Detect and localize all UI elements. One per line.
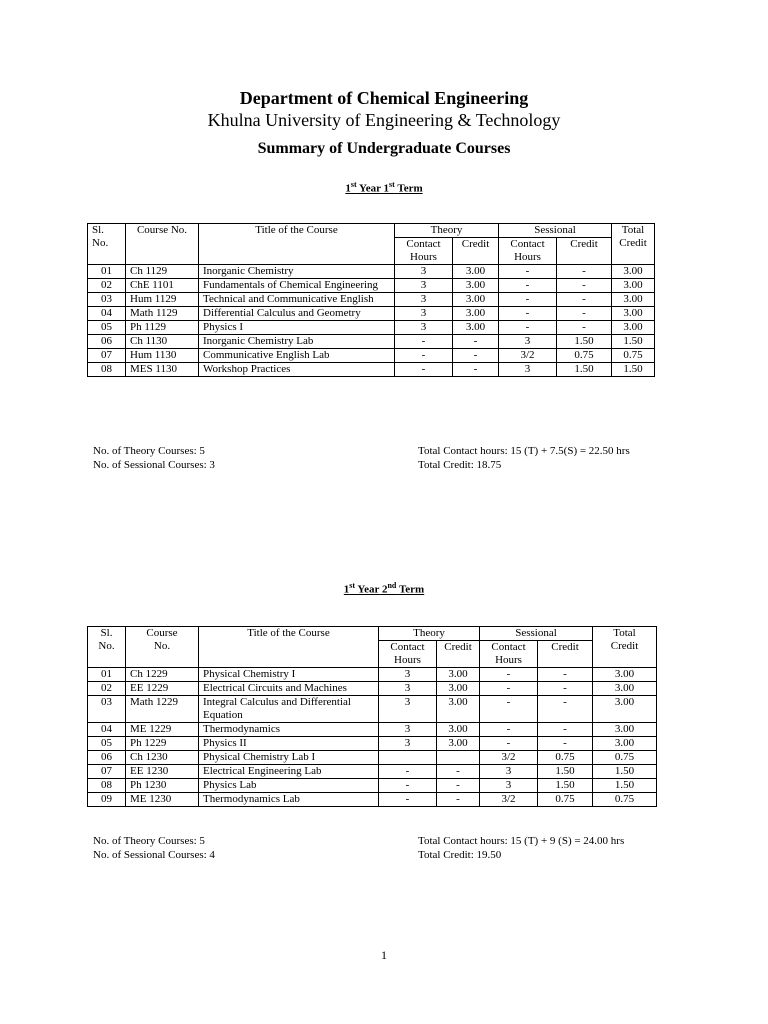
cell-theory-credit: 3.00: [437, 682, 480, 696]
cell-course-no: Ph 1230: [126, 779, 199, 793]
cell-theory-credit: [437, 751, 480, 765]
cell-theory-credit: -: [437, 793, 480, 807]
cell-course-title: Thermodynamics Lab: [199, 793, 379, 807]
cell-theory-credit: 3.00: [453, 321, 499, 335]
cell-sl: 01: [88, 265, 126, 279]
summary-title: Summary of Undergraduate Courses: [257, 140, 511, 157]
col-total-credit-header: Total Credit: [612, 224, 655, 265]
cell-course-title: Inorganic Chemistry Lab: [199, 335, 395, 349]
col-title-header: Title of the Course: [199, 224, 395, 265]
cell-total-credit: 3.00: [612, 279, 655, 293]
cell-sl: 04: [88, 307, 126, 321]
cell-total-credit: 3.00: [612, 265, 655, 279]
cell-sl: 01: [88, 668, 126, 682]
cell-sl: 08: [88, 779, 126, 793]
cell-sessional-contact-hours: 3/2: [480, 751, 538, 765]
col-theory-credit: Credit: [437, 641, 480, 668]
cell-sessional-credit: -: [538, 668, 593, 682]
table-row: [88, 349, 655, 363]
col-theory-credit: Credit: [453, 238, 499, 265]
cell-course-title: Physical Chemistry I: [199, 668, 379, 682]
cell-sessional-credit: 0.75: [538, 751, 593, 765]
cell-theory-credit: 3.00: [453, 279, 499, 293]
col-sessional-contact-hours: Contact Hours: [499, 238, 557, 265]
table-row: [88, 696, 657, 723]
total-contact-hours: Total Contact hours: 15 (T) + 9 (S) = 24.00 hrs: [418, 835, 625, 847]
cell-sessional-contact-hours: 3: [499, 335, 557, 349]
cell-sl: 06: [88, 335, 126, 349]
cell-theory-contact-hours: 3: [395, 265, 453, 279]
cell-sessional-contact-hours: 3/2: [499, 349, 557, 363]
table-row: [88, 363, 655, 377]
table-row: [88, 779, 657, 793]
cell-sessional-contact-hours: -: [499, 293, 557, 307]
cell-theory-credit: -: [453, 349, 499, 363]
table-row: [88, 723, 657, 737]
total-credit: Total Credit: 18.75: [418, 459, 502, 471]
cell-sessional-contact-hours: -: [480, 682, 538, 696]
cell-total-credit: 3.00: [593, 737, 657, 751]
cell-sessional-contact-hours: 3: [480, 765, 538, 779]
cell-course-no: Ch 1130: [126, 335, 199, 349]
cell-total-credit: 3.00: [612, 321, 655, 335]
col-sessional-credit: Credit: [557, 238, 612, 265]
cell-theory-credit: 3.00: [437, 696, 480, 723]
cell-course-no: Math 1129: [126, 307, 199, 321]
cell-course-title: Communicative English Lab: [199, 349, 395, 363]
table-row: [88, 335, 655, 349]
cell-sessional-contact-hours: -: [499, 307, 557, 321]
cell-sl: 04: [88, 723, 126, 737]
cell-sessional-credit: 1.50: [557, 363, 612, 377]
cell-sessional-contact-hours: 3: [499, 363, 557, 377]
table-row: [88, 668, 657, 682]
cell-sessional-credit: 1.50: [538, 779, 593, 793]
page-number: 1: [381, 948, 387, 962]
table-row: [88, 682, 657, 696]
table-header-row: [88, 224, 655, 238]
cell-total-credit: 0.75: [593, 793, 657, 807]
cell-total-credit: 0.75: [612, 349, 655, 363]
theory-course-count: No. of Theory Courses: 5: [93, 445, 205, 457]
cell-theory-credit: 3.00: [453, 265, 499, 279]
cell-sessional-contact-hours: -: [480, 737, 538, 751]
cell-course-title: Thermodynamics: [199, 723, 379, 737]
cell-course-no: ME 1229: [126, 723, 199, 737]
cell-sessional-credit: 0.75: [557, 349, 612, 363]
cell-theory-contact-hours: 3: [379, 668, 437, 682]
cell-course-title: Physical Chemistry Lab I: [199, 751, 379, 765]
term-heading: 1st Year 1st Term: [345, 180, 423, 195]
cell-sl: 03: [88, 293, 126, 307]
col-total-credit-header: Total Credit: [593, 627, 657, 668]
table-row: [88, 265, 655, 279]
cell-total-credit: 1.50: [612, 363, 655, 377]
cell-theory-contact-hours: 3: [379, 723, 437, 737]
cell-sessional-contact-hours: -: [499, 321, 557, 335]
department-title: Department of Chemical Engineering: [239, 88, 529, 108]
cell-theory-credit: -: [437, 765, 480, 779]
cell-sl: 05: [88, 737, 126, 751]
cell-course-title: Electrical Engineering Lab: [199, 765, 379, 779]
cell-course-title: Workshop Practices: [199, 363, 395, 377]
cell-sessional-credit: 1.50: [557, 335, 612, 349]
cell-sessional-contact-hours: 3/2: [480, 793, 538, 807]
col-sl-header: Sl. No.: [88, 224, 126, 265]
cell-theory-contact-hours: -: [379, 765, 437, 779]
theory-course-count: No. of Theory Courses: 5: [93, 835, 205, 847]
cell-sessional-credit: -: [538, 682, 593, 696]
cell-course-title: Physics II: [199, 737, 379, 751]
course-table: [87, 626, 657, 807]
cell-theory-contact-hours: 3: [379, 696, 437, 723]
cell-course-no: Ch 1230: [126, 751, 199, 765]
table-row: [88, 751, 657, 765]
cell-theory-credit: -: [453, 363, 499, 377]
course-table: [87, 223, 655, 377]
col-course-no-header: Course No.: [126, 224, 199, 265]
cell-sl: 08: [88, 363, 126, 377]
cell-theory-credit: 3.00: [437, 723, 480, 737]
cell-sl: 05: [88, 321, 126, 335]
cell-sl: 06: [88, 751, 126, 765]
cell-theory-credit: -: [437, 779, 480, 793]
table-row: [88, 765, 657, 779]
cell-total-credit: 3.00: [593, 696, 657, 723]
cell-sessional-credit: -: [538, 723, 593, 737]
cell-total-credit: 3.00: [593, 682, 657, 696]
cell-total-credit: 1.50: [593, 779, 657, 793]
cell-sl: 07: [88, 349, 126, 363]
cell-theory-contact-hours: -: [395, 335, 453, 349]
term-summary-right: [418, 834, 624, 862]
cell-course-title: Integral Calculus and Differential Equation: [199, 696, 379, 723]
cell-sessional-credit: -: [557, 279, 612, 293]
cell-sessional-credit: -: [538, 737, 593, 751]
cell-theory-credit: -: [453, 335, 499, 349]
cell-total-credit: 0.75: [593, 751, 657, 765]
cell-course-title: Physics I: [199, 321, 395, 335]
cell-sessional-contact-hours: -: [480, 668, 538, 682]
table-row: [88, 321, 655, 335]
table-header-row: [88, 627, 657, 641]
cell-theory-contact-hours: -: [379, 793, 437, 807]
total-contact-hours: Total Contact hours: 15 (T) + 7.5(S) = 22.50 hrs: [418, 445, 630, 457]
cell-course-no: EE 1230: [126, 765, 199, 779]
sessional-course-count: No. of Sessional Courses: 3: [93, 459, 215, 471]
cell-sessional-credit: -: [557, 293, 612, 307]
cell-sessional-contact-hours: -: [499, 279, 557, 293]
col-course-no-header: Course No.: [126, 627, 199, 668]
cell-sessional-contact-hours: -: [480, 696, 538, 723]
cell-course-title: Technical and Communicative English: [199, 293, 395, 307]
col-theory-contact-hours: Contact Hours: [395, 238, 453, 265]
col-sessional-header: Sessional: [499, 224, 612, 238]
cell-theory-credit: 3.00: [437, 737, 480, 751]
cell-course-no: Ch 1229: [126, 668, 199, 682]
cell-course-no: Hum 1129: [126, 293, 199, 307]
cell-theory-contact-hours: 3: [395, 307, 453, 321]
term-summary-right: [418, 444, 630, 472]
cell-total-credit: 3.00: [612, 293, 655, 307]
cell-course-title: Inorganic Chemistry: [199, 265, 395, 279]
col-sessional-contact-hours: Contact Hours: [480, 641, 538, 668]
col-theory-header: Theory: [379, 627, 480, 641]
cell-theory-contact-hours: -: [379, 779, 437, 793]
col-theory-contact-hours: Contact Hours: [379, 641, 437, 668]
cell-course-title: Fundamentals of Chemical Engineering: [199, 279, 395, 293]
cell-sl: 02: [88, 682, 126, 696]
cell-sessional-credit: 1.50: [538, 765, 593, 779]
term-heading: 1st Year 2nd Term: [343, 581, 425, 596]
table-row: [88, 307, 655, 321]
cell-course-no: ChE 1101: [126, 279, 199, 293]
cell-theory-contact-hours: -: [395, 363, 453, 377]
cell-sessional-credit: -: [557, 307, 612, 321]
cell-total-credit: 3.00: [593, 668, 657, 682]
col-sl-header: Sl. No.: [88, 627, 126, 668]
cell-course-title: Physics Lab: [199, 779, 379, 793]
cell-sl: 07: [88, 765, 126, 779]
cell-course-title: Electrical Circuits and Machines: [199, 682, 379, 696]
cell-course-title: Differential Calculus and Geometry: [199, 307, 395, 321]
cell-sessional-credit: 0.75: [538, 793, 593, 807]
cell-sessional-contact-hours: -: [480, 723, 538, 737]
table-row: [88, 293, 655, 307]
table-row: [88, 793, 657, 807]
cell-theory-contact-hours: -: [395, 349, 453, 363]
cell-course-no: Hum 1130: [126, 349, 199, 363]
cell-total-credit: 3.00: [593, 723, 657, 737]
cell-theory-contact-hours: 3: [395, 293, 453, 307]
sessional-course-count: No. of Sessional Courses: 4: [93, 849, 215, 861]
cell-sessional-contact-hours: -: [499, 265, 557, 279]
total-credit: Total Credit: 19.50: [418, 849, 502, 861]
cell-theory-credit: 3.00: [453, 293, 499, 307]
cell-course-no: MES 1130: [126, 363, 199, 377]
cell-course-no: Math 1229: [126, 696, 199, 723]
university-name: Khulna University of Engineering & Technology: [207, 110, 561, 130]
cell-course-no: ME 1230: [126, 793, 199, 807]
col-theory-header: Theory: [395, 224, 499, 238]
cell-sessional-contact-hours: 3: [480, 779, 538, 793]
col-sessional-credit: Credit: [538, 641, 593, 668]
col-title-header: Title of the Course: [199, 627, 379, 668]
cell-total-credit: 1.50: [612, 335, 655, 349]
col-sessional-header: Sessional: [480, 627, 593, 641]
cell-theory-contact-hours: 3: [379, 737, 437, 751]
cell-theory-credit: 3.00: [453, 307, 499, 321]
cell-sessional-credit: -: [538, 696, 593, 723]
cell-theory-contact-hours: 3: [379, 682, 437, 696]
cell-sl: 09: [88, 793, 126, 807]
cell-sessional-credit: -: [557, 265, 612, 279]
cell-theory-contact-hours: 3: [395, 321, 453, 335]
cell-theory-contact-hours: [379, 751, 437, 765]
cell-sl: 03: [88, 696, 126, 723]
cell-theory-contact-hours: 3: [395, 279, 453, 293]
cell-total-credit: 1.50: [593, 765, 657, 779]
cell-sessional-credit: -: [557, 321, 612, 335]
table-row: [88, 279, 655, 293]
cell-total-credit: 3.00: [612, 307, 655, 321]
cell-theory-credit: 3.00: [437, 668, 480, 682]
table-row: [88, 737, 657, 751]
term-summary-left: [93, 834, 215, 862]
cell-course-no: Ph 1129: [126, 321, 199, 335]
cell-course-no: EE 1229: [126, 682, 199, 696]
cell-course-no: Ch 1129: [126, 265, 199, 279]
cell-course-no: Ph 1229: [126, 737, 199, 751]
term-summary-left: [93, 444, 215, 472]
cell-sl: 02: [88, 279, 126, 293]
